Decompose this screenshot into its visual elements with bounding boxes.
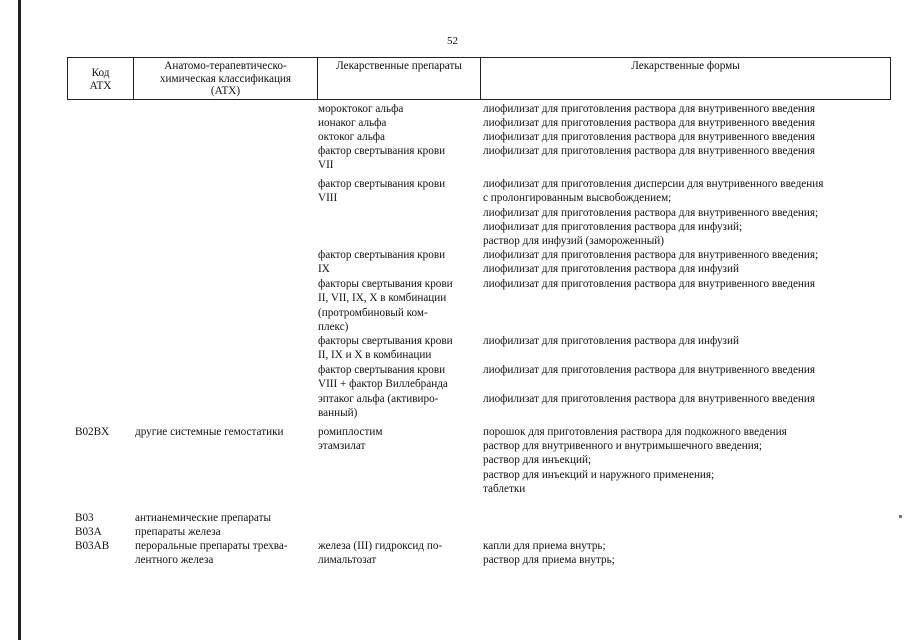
row-classification-line: антианемические препараты [135, 512, 272, 524]
row-drug-line: лимальтозат [318, 554, 377, 567]
row-code [75, 525, 102, 539]
row-drug-line: железа (III) гидроксид по- [318, 540, 443, 552]
row-form-line: лиофилизат для приготовления раствора для внутривенного введения [483, 145, 816, 157]
row-form-line: раствор для инфузий (замороженный) [483, 235, 664, 248]
header-forms-label: Лекарственные формы [631, 60, 740, 72]
row-code-line: B03 [75, 512, 94, 524]
row-classification-line: другие системные гемостатики [135, 426, 284, 438]
header-classification-line: (ATX) [210, 85, 241, 97]
row-drug [318, 363, 448, 392]
row-form [483, 539, 615, 568]
row-drug-line: ромиплостим [318, 426, 383, 438]
row-form-line: лиофилизат для приготовления раствора для внутривенного введения; [483, 206, 819, 219]
row-drug-line: плекс) [318, 320, 349, 333]
row-drug-line: октоког альфа [318, 131, 386, 143]
header-classification-line: химическая классификация [159, 72, 292, 85]
header-classification-line: Анатомо-терапевтическо- [164, 60, 287, 72]
row-drug-line: факторы свертывания крови [318, 335, 453, 347]
row-drug [318, 116, 386, 130]
header-classification [134, 58, 318, 99]
row-drug-line: II, VII, IX, X в комбинации [318, 292, 447, 305]
row-drug [318, 539, 442, 568]
row-drug-line: IX [318, 263, 330, 276]
row-drug [318, 102, 403, 116]
row-drug-line: VIII [318, 192, 338, 205]
row-form-line: лиофилизат для приготовления раствора для внутривенного введения [483, 393, 816, 405]
row-drug-line: фактор свертывания крови [318, 145, 446, 157]
row-code [75, 511, 94, 525]
row-drug [318, 392, 438, 421]
row-drug [318, 334, 453, 363]
row-form-line: порошок для приготовления раствора для подкожного введения [483, 426, 787, 438]
row-classification-line: пероральные препараты трехва- [135, 540, 288, 552]
row-form [483, 425, 787, 439]
row-drug-line: VIII + фактор Виллебранда [318, 378, 448, 391]
row-code-line: B03AB [75, 540, 110, 552]
page-edge-bar [18, 0, 21, 640]
row-form-line: раствор для инъекций; [483, 454, 592, 467]
row-form [483, 102, 815, 116]
header-drugs [318, 58, 481, 99]
row-form-line: лиофилизат для приготовления раствора для инфузий; [483, 220, 743, 233]
row-drug-line: фактор свертывания крови [318, 249, 446, 261]
row-form-line: лиофилизат для приготовления раствора для внутривенного введения; [483, 249, 819, 261]
row-drug-line: фактор свертывания крови [318, 178, 446, 190]
scan-mark [899, 515, 902, 518]
row-drug-line: VII [318, 159, 334, 172]
row-classification [135, 425, 284, 439]
row-form-line: раствор для приема внутрь; [483, 554, 615, 567]
page-number: 52 [447, 35, 458, 47]
row-form [483, 439, 762, 496]
row-form-line: лиофилизат для приготовления раствора для внутривенного введения [483, 103, 816, 115]
row-drug-line: ионаког альфа [318, 117, 387, 129]
row-drug-line: ванный) [318, 407, 358, 420]
row-drug-line: этамзилат [318, 440, 366, 452]
row-drug [318, 177, 445, 206]
row-form-line: лиофилизат для приготовления раствора для внутривенного введения [483, 364, 816, 376]
row-form-line: раствор для внутривенного и внутримышечного введения; [483, 440, 763, 452]
row-classification [135, 511, 271, 525]
row-form-line: лиофилизат для приготовления раствора для внутривенного введения [483, 117, 816, 129]
header-code-line: ATX [89, 79, 112, 92]
row-drug [318, 248, 445, 277]
row-code-line: B03A [75, 526, 102, 538]
row-classification-line: препараты железа [135, 526, 221, 538]
header-forms [481, 58, 890, 99]
row-form [483, 177, 823, 248]
row-form [483, 248, 818, 277]
row-drug-line: факторы свертывания крови [318, 278, 453, 290]
row-drug-line: фактор свертывания крови [318, 364, 446, 376]
row-form [483, 334, 739, 348]
row-drug-line: II, IX и X в комбинации [318, 349, 432, 362]
row-form-line: лиофилизат для приготовления дисперсии для внутривенного введения [483, 178, 824, 190]
row-drug-line: (протромбиновый ком- [318, 306, 428, 319]
row-drug [318, 130, 385, 144]
row-classification-line: лентного железа [135, 554, 214, 567]
row-classification [135, 525, 221, 539]
row-drug-line: мороктоког альфа [318, 103, 404, 115]
row-classification [135, 539, 288, 568]
row-code-line: B02BX [75, 426, 110, 438]
header-code-line: Код [91, 67, 110, 79]
row-drug [318, 277, 453, 334]
row-drug [318, 144, 445, 173]
row-drug [318, 425, 382, 439]
row-form-line: раствор для инъекций и наружного применения; [483, 468, 715, 481]
row-form-line: лиофилизат для приготовления раствора для внутривенного введения [483, 131, 816, 143]
header-drugs-label: Лекарственные препараты [336, 60, 462, 72]
row-form [483, 392, 815, 406]
row-code [75, 425, 109, 439]
row-form [483, 363, 815, 377]
row-form [483, 116, 815, 130]
header-code [68, 58, 134, 99]
row-form-line: капли для приема внутрь; [483, 540, 606, 552]
row-form [483, 130, 815, 144]
row-code [75, 539, 109, 553]
row-form [483, 144, 815, 158]
row-drug-line: эптаког альфа (активиро- [318, 393, 439, 405]
table-header [67, 57, 891, 100]
row-drug [318, 439, 365, 453]
row-form-line: лиофилизат для приготовления раствора для инфузий [483, 335, 739, 347]
row-form-line: таблетки [483, 482, 526, 495]
row-form [483, 277, 815, 291]
row-form-line: лиофилизат для приготовления раствора для инфузий [483, 263, 739, 276]
row-form-line: с пролонгированным высвобождением; [483, 192, 672, 205]
row-form-line: лиофилизат для приготовления раствора для внутривенного введения [483, 278, 816, 290]
